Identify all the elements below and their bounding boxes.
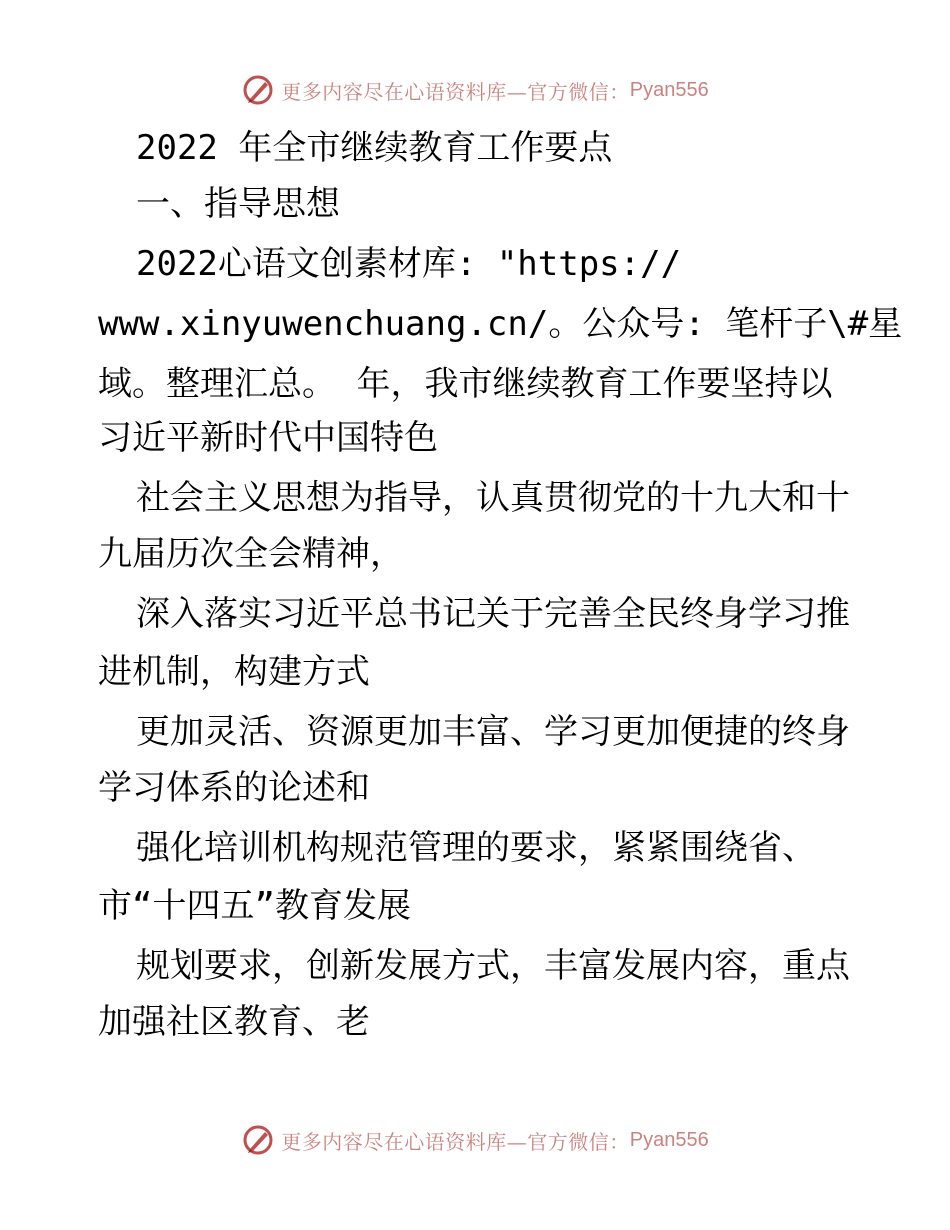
watermark-banner-top xyxy=(0,68,950,112)
pen-logo-icon xyxy=(241,1123,275,1157)
watermark-text: 更多内容尽在心语资料库—官方微信： xyxy=(281,79,630,104)
paragraph-line: 规划要求，创新发展方式，丰富发展内容，重点 xyxy=(136,946,850,986)
pen-logo-icon xyxy=(241,73,275,107)
paragraph-line: 九届历次全会精神， xyxy=(98,534,404,574)
paragraph-line: 2022心语文创素材库: "https:// xyxy=(136,244,682,284)
paragraph-line: 学习体系的论述和 xyxy=(98,768,370,808)
paragraph-line: 习近平新时代中国特色 xyxy=(98,418,438,458)
paragraph-line: 强化培训机构规范管理的要求，紧紧围绕省、 xyxy=(136,828,816,868)
watermark-id: Pyan556 xyxy=(629,78,709,101)
watermark-id: Pyan556 xyxy=(629,1128,709,1151)
paragraph-line: 深入落实习近平总书记关于完善全民终身学习推 xyxy=(136,594,850,634)
document-title: 2022 年全市继续教育工作要点 xyxy=(136,128,613,168)
paragraph-line: 更加灵活、资源更加丰富、学习更加便捷的终身 xyxy=(136,712,850,752)
paragraph-line: 加强社区教育、老 xyxy=(98,1002,370,1042)
paragraph-line: 域。整理汇总。 年，我市继续教育工作要坚持以 xyxy=(98,364,833,404)
paragraph-line: 市“十四五”教育发展 xyxy=(98,886,411,926)
paragraph-line: 进机制，构建方式 xyxy=(98,652,370,692)
section-heading: 一、指导思想 xyxy=(136,184,340,224)
watermark-banner-bottom xyxy=(0,1118,950,1162)
watermark-text: 更多内容尽在心语资料库—官方微信： xyxy=(281,1129,630,1154)
paragraph-line: 社会主义思想为指导，认真贯彻党的十九大和十 xyxy=(136,478,850,518)
paragraph-line: www.xinyuwenchuang.cn/。公众号: 笔杆子\#星 xyxy=(98,304,903,344)
